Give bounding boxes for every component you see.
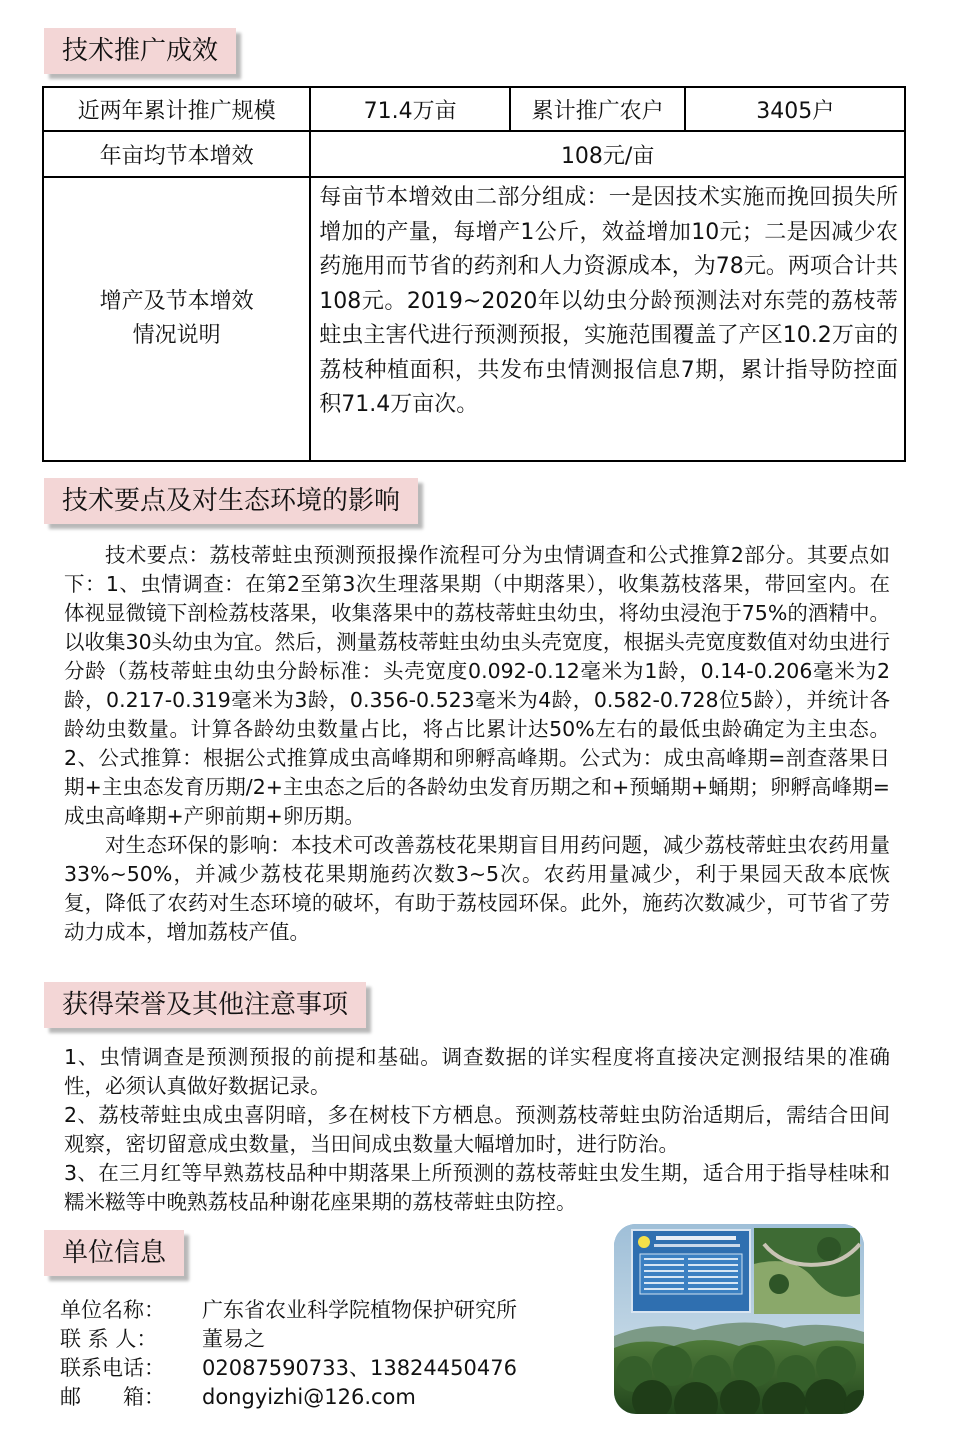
- scale-label: 近两年累计推广规模: [43, 87, 310, 131]
- farmers-value: 3405户: [685, 87, 905, 131]
- key-points-body: [64, 541, 890, 947]
- note-item: 3、在三月红等早熟荔枝品种中期落果上所预测的荔枝蒂蛀虫发生期，适合用于指导桂味和糯米糍等中晚熟荔枝品种谢花座果期的荔枝蒂蛀虫防控。: [64, 1161, 890, 1214]
- explain-label: [43, 177, 310, 461]
- contact-value: 董易之: [202, 1327, 265, 1351]
- section-title-unit: 单位信息: [44, 1230, 184, 1276]
- scale-value: 71.4万亩: [310, 87, 510, 131]
- orchard-photo-illustration: [614, 1224, 864, 1414]
- section-title-key-points: 技术要点及对生态环境的影响: [44, 478, 418, 524]
- notes-body: [64, 1043, 890, 1217]
- email-label: 邮 箱：: [60, 1385, 165, 1409]
- eco-impact-paragraph: 对生态环保的影响：本技术可改善荔枝花果期盲目用药问题，减少荔枝蒂蛀虫农药用量33%~50%，并减少荔枝花果期施药次数3~5次。农药用量减少，利于果园天敌本底恢复，降低了农药对生态环境的破坏，有助于荔枝园环保。此外，施药次数减少，可节省了劳动力成本，增加荔枝产值。: [64, 833, 890, 944]
- farmers-label: 累计推广农户: [510, 87, 686, 131]
- unit-info: [60, 1296, 517, 1412]
- section-title-honors: 获得荣誉及其他注意事项: [44, 982, 366, 1028]
- unit-name-label: 单位名称：: [60, 1298, 165, 1322]
- email-row: [60, 1383, 517, 1412]
- explain-label-line1: 增产及节本增效: [99, 289, 254, 314]
- unit-name-row: [60, 1296, 517, 1325]
- note-item: 1、虫情调查是预测预报的前提和基础。调查数据的详实程度将直接决定测报结果的准确性，必须认真做好数据记录。: [64, 1045, 890, 1098]
- contact-row: [60, 1325, 517, 1354]
- contact-label: 联 系 人：: [60, 1327, 158, 1351]
- phone-row: [60, 1354, 517, 1383]
- key-points-paragraph: 技术要点：荔枝蒂蛀虫预测预报操作流程可分为虫情调查和公式推算2部分。其要点如下：1、虫情调查：在第2至第3次生理落果期（中期落果），收集荔枝落果，带回室内。在体视显微镜下剖检荔枝落果，收集落果中的荔枝蒂蛀虫幼虫，将幼虫浸泡于75%的酒精中。以收集30头幼虫为宜。然后，测量荔枝蒂蛀虫幼虫头壳宽度，根据头壳宽度数值对幼虫进行分龄（荔枝蒂蛀虫幼虫分龄标准：头壳宽度0.092-0.12毫米为1龄，0.14-0.206毫米为2龄，0.217-0.319毫米为3龄，0.356-0.523毫米为4龄，0.582-0.728位5龄），并统计各龄幼虫数量。计算各龄幼虫数量占比，将占比累计达50%左右的最低虫龄确定为主虫态。2、公式推算：根据公式推算成虫高峰期和卵孵高峰期。公式为：成虫高峰期=剖查落果日期+主虫态发育历期/2+主虫态之后的各龄幼虫发育历期之和+预蛹期+蛹期；卵孵高峰期=成虫高峰期+产卵前期+卵历期。: [64, 543, 890, 828]
- phone-label: 联系电话：: [60, 1356, 165, 1380]
- effect-table: [42, 86, 906, 462]
- orchard-photo: [614, 1224, 864, 1414]
- explain-text: 每亩节本增效由二部分组成：一是因技术实施而挽回损失所增加的产量，每增产1公斤，效益增加10元；二是因减少农药施用而节省的药剂和人力资源成本，为78元。两项合计共108元。2019~2020年以幼虫分龄预测法对东莞的荔枝蒂蛀虫主害代进行预测预报，实施范围覆盖了产区10.2万亩的荔枝种植面积，共发布虫情测报信息7期，累计指导防控面积71.4万亩次。: [310, 177, 905, 461]
- benefit-label: 年亩均节本增效: [43, 131, 310, 177]
- benefit-value: 108元/亩: [310, 131, 905, 177]
- section-title-effect: 技术推广成效: [44, 28, 236, 74]
- phone-value: 02087590733、13824450476: [202, 1356, 517, 1380]
- unit-name-value: 广东省农业科学院植物保护研究所: [202, 1298, 517, 1322]
- email-value: dongyizhi@126.com: [202, 1385, 416, 1409]
- note-item: 2、荔枝蒂蛀虫成虫喜阴暗，多在树枝下方栖息。预测荔枝蒂蛀虫防治适期后，需结合田间观察，密切留意成虫数量，当田间成虫数量大幅增加时，进行防治。: [64, 1103, 890, 1156]
- explain-label-line2: 情况说明: [132, 323, 221, 348]
